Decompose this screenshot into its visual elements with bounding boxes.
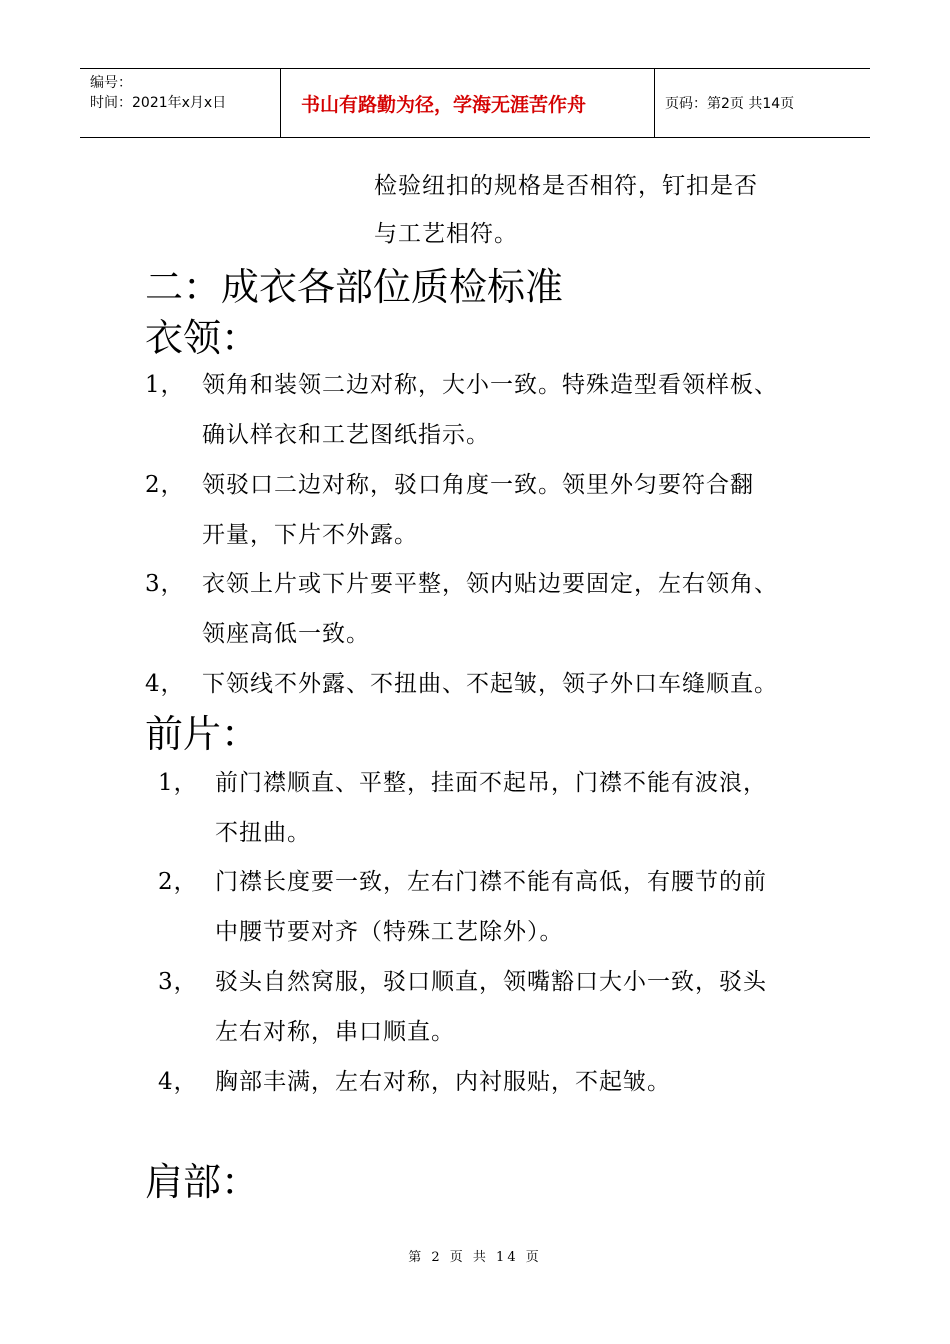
intro-paragraph <box>374 162 758 258</box>
item-number: 4， <box>158 1069 198 1095</box>
item-text-line-2: 确认样衣和工艺图纸指示。 <box>202 422 490 448</box>
front-heading: 前片： <box>145 712 260 756</box>
item-number: 2， <box>158 869 198 895</box>
item-text-line-2: 左右对称，串口顺直。 <box>215 1019 455 1045</box>
item-number: 1， <box>145 372 185 398</box>
item-text-line-2: 不扭曲。 <box>215 820 311 846</box>
time-label: 时间：2021年x月x日 <box>90 95 227 111</box>
item-text-line-1: 胸部丰满，左右对称，内衬服贴，不起皱。 <box>215 1069 671 1095</box>
section-title: 二：成衣各部位质检标准 <box>145 265 564 309</box>
item-text-line-1: 前门襟顺直、平整，挂面不起吊，门襟不能有波浪， <box>215 770 767 796</box>
item-text-line-1: 下领线不外露、不扭曲、不起皱，领子外口车缝顺直。 <box>202 671 778 697</box>
item-number: 4， <box>145 671 185 697</box>
page-info-text: 页码：第2页 共14页 <box>665 96 795 112</box>
header-meta-cell <box>80 69 281 137</box>
item-text-line-1: 领角和装领二边对称，大小一致。特殊造型看领样板、 <box>202 372 778 398</box>
collar-heading: 衣领： <box>145 316 260 360</box>
code-label: 编号： <box>90 75 132 91</box>
motto-cell <box>281 69 655 137</box>
shoulder-heading: 肩部： <box>145 1160 260 1204</box>
motto-text: 书山有路勤为径，学海无涯苦作舟 <box>301 93 587 116</box>
item-text-line-1: 衣领上片或下片要平整，领内贴边要固定，左右领角、 <box>202 571 778 597</box>
page-info-cell <box>655 69 870 137</box>
item-text-line-2: 领座高低一致。 <box>202 621 370 647</box>
intro-line-2: 与工艺相符。 <box>374 221 518 247</box>
page-footer: 第 2 页 共 14 页 <box>408 1250 542 1265</box>
item-text-line-2: 开量，下片不外露。 <box>202 522 418 548</box>
header-table <box>80 68 870 138</box>
intro-line-1: 检验纽扣的规格是否相符，钉扣是否 <box>374 173 758 199</box>
item-number: 3， <box>145 571 185 597</box>
item-number: 2， <box>145 472 185 498</box>
item-text-line-2: 中腰节要对齐（特殊工艺除外）。 <box>215 919 564 945</box>
item-text-line-1: 门襟长度要一致，左右门襟不能有高低，有腰节的前 <box>215 869 767 895</box>
item-number: 1， <box>158 770 198 796</box>
item-number: 3， <box>158 969 198 995</box>
item-text-line-1: 驳头自然窝服，驳口顺直，领嘴豁口大小一致，驳头 <box>215 969 767 995</box>
item-text-line-1: 领驳口二边对称，驳口角度一致。领里外匀要符合翻 <box>202 472 754 498</box>
